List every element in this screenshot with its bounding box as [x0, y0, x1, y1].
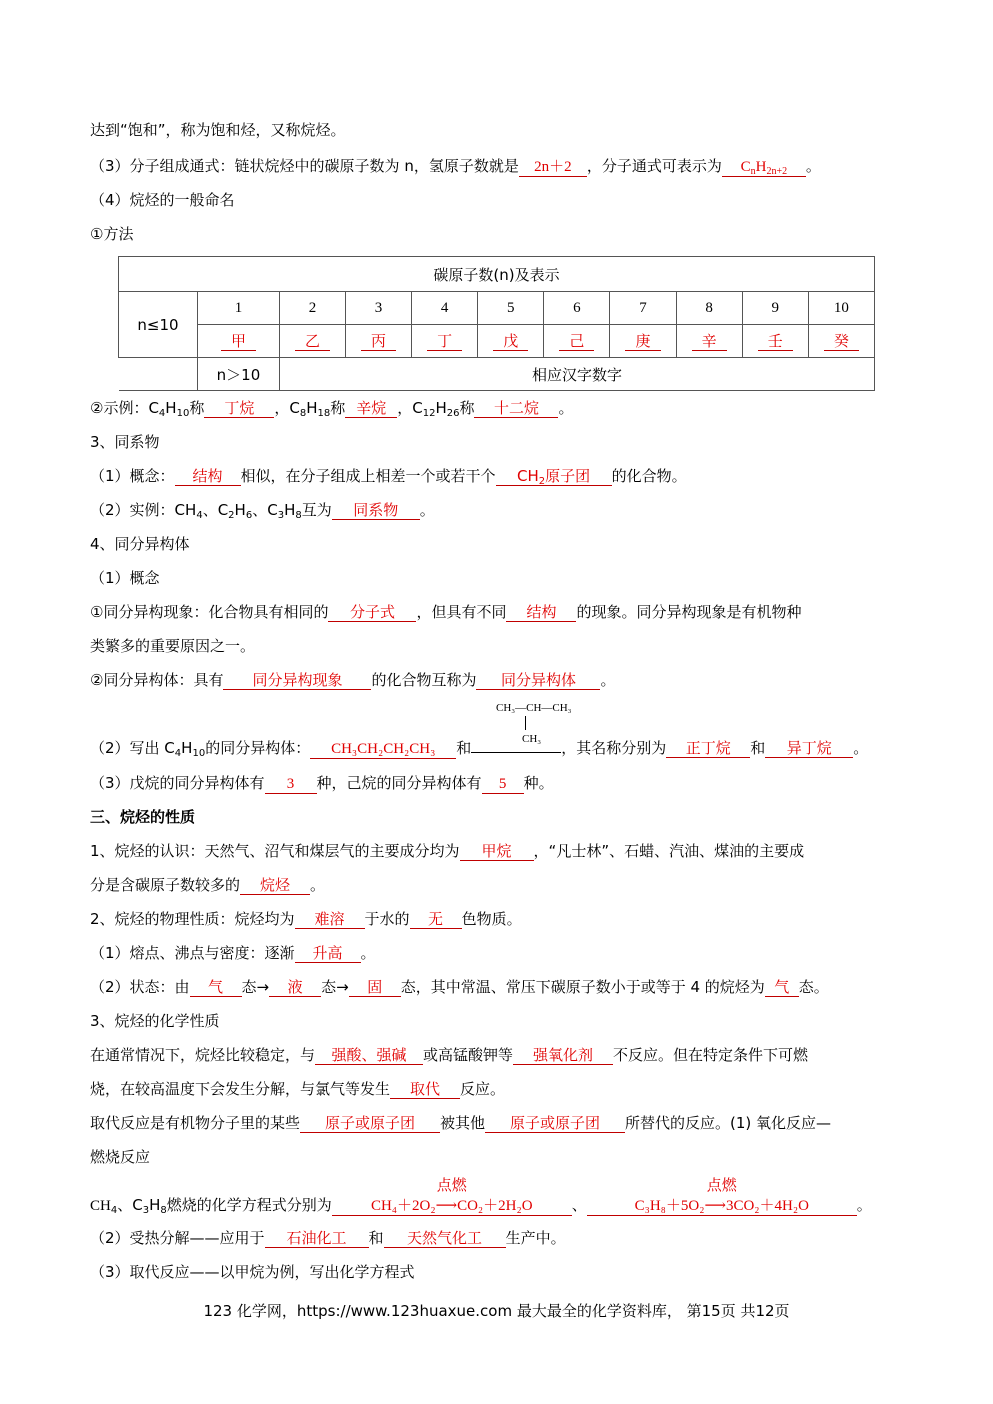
- answer-blank: 结构: [506, 603, 576, 622]
- answer-blank: 分子式: [328, 603, 416, 622]
- text-line: ②同分异构体：具有 同分异构现象 的化合物互称为 同分异构体 。: [90, 671, 616, 689]
- answer-blank: 取代: [390, 1080, 460, 1099]
- section-title: 三、烷烃的性质: [90, 808, 196, 826]
- isobutane-structure-bottom: CH₃: [522, 733, 542, 745]
- table-cell: 相应汉字数字: [279, 358, 874, 391]
- structure-blank: [471, 752, 561, 753]
- table-cell: 7: [610, 292, 676, 325]
- table-cell: 4: [412, 292, 478, 325]
- text-line: ①同分异构现象：化合物具有相同的 分子式 ，但具有不同 结构 的现象。同分异构现象是有机物种: [90, 603, 802, 621]
- isobutane-structure-top: CH₃—CH—CH₃: [496, 702, 572, 714]
- answer-blank: $C_nH_{2n+2}$: [722, 158, 806, 177]
- table-empty-cell: [119, 358, 198, 391]
- table-cell: 9: [742, 292, 808, 325]
- text-line: （3）分子组成通式：链状烷烃中的碳原子数为 n，氢原子数就是 2n＋2 ，分子通式可表示为 $C_nH_{2n+2}$ 。: [90, 157, 821, 177]
- answer-blank: $CH_2$原子团: [496, 467, 612, 486]
- table-cell: 5: [478, 292, 544, 325]
- text-line: （3）戊烷的同分异构体有 3 种，己烷的同分异构体有 5 种。: [90, 774, 554, 792]
- text-line: （1）概念: [90, 569, 160, 587]
- text-line: 2、烷烃的物理性质：烷烃均为 难溶 于水的 无 色物质。: [90, 910, 522, 928]
- section-heading: 3、同系物: [90, 433, 160, 451]
- answer-blank: 3: [265, 775, 317, 794]
- answer-blank: 原子或原子团: [485, 1114, 625, 1133]
- table-cell: 丙: [346, 325, 412, 358]
- table-cell: 1: [198, 292, 280, 325]
- answer-blank: 无: [410, 910, 462, 929]
- page-footer: 123 化学网，https://www.123huaxue.com 最大最全的化学资料库， 第15页 共12页: [203, 1302, 790, 1320]
- table-cell: 丁: [412, 325, 478, 358]
- table-cell: 壬: [742, 325, 808, 358]
- answer-blank: 强氧化剂: [513, 1046, 613, 1065]
- table-cell: 6: [544, 292, 610, 325]
- equation-blank: 点燃 CH₄＋2O₂⟶CO₂＋2H₂O: [332, 1197, 572, 1216]
- text-line: ①方法: [90, 225, 134, 243]
- answer-blank: 固: [349, 978, 401, 997]
- text-line: ②示例：$C_4H_{10}$称 丁烷 ，$C_8H_{18}$称 辛烷 ，$C_{12}H_{26}$称 十二烷 。: [90, 399, 574, 419]
- text-line: $CH_4$、$C_3H_8$燃烧的化学方程式分别为 点燃 CH₄＋2O₂⟶CO₂＋2H₂O 、 点燃 C₃H₈＋5O₂⟶3CO₂＋4H₂O 。: [90, 1178, 872, 1216]
- answer-blank: 甲烷: [460, 842, 534, 861]
- answer-blank: 辛烷: [345, 399, 397, 418]
- answer-blank: 气: [190, 978, 242, 997]
- section-heading: 4、同分异构体: [90, 535, 190, 553]
- text-line: （2）实例：$CH_4$、$C_2H_6$、$C_3H_8$互为 同系物 。: [90, 501, 435, 521]
- answer-blank: 烷烃: [240, 876, 310, 895]
- text-line: 分是含碳原子数较多的 烷烃 。: [90, 876, 326, 894]
- table-cell: 己: [544, 325, 610, 358]
- text-line: （2）受热分解——应用于 石油化工 和 天然气化工 生产中。: [90, 1229, 566, 1247]
- answer-blank: 5: [482, 775, 524, 794]
- table-row-label: n＞10: [198, 358, 280, 391]
- structure-bond: [525, 716, 526, 730]
- text-line: （2）状态：由 气 态→ 液 态→ 固 态，其中常温、常压下碳原子数小于或等于 4 的烷烃为 气 态。: [90, 978, 829, 996]
- table-row-label: n≤10: [119, 292, 198, 358]
- text-line: 取代反应是有机物分子里的某些 原子或原子团 被其他 原子或原子团 所替代的反应。(1) 氧化反应—: [90, 1114, 832, 1132]
- answer-blank: 丁烷: [204, 399, 274, 418]
- answer-blank: 原子或原子团: [300, 1114, 440, 1133]
- table-cell: 3: [346, 292, 412, 325]
- table-cell: 2: [279, 292, 345, 325]
- answer-blank: 同分异构体: [476, 671, 600, 690]
- answer-blank: 强酸、强碱: [315, 1046, 423, 1065]
- text-line: （1）熔点、沸点与密度：逐渐 升高 。: [90, 944, 376, 962]
- table-cell: 癸: [808, 325, 874, 358]
- table-cell: 戊: [478, 325, 544, 358]
- text-line: 在通常情况下，烷烃比较稳定，与 强酸、强碱 或高锰酸钾等 强氧化剂 不反应。但在特定条件下可燃: [90, 1046, 809, 1064]
- answer-blank: 同系物: [332, 501, 420, 520]
- answer-blank: 石油化工: [265, 1229, 369, 1248]
- answer-blank: CH₃CH₂CH₂CH₃: [310, 740, 456, 759]
- equation-blank: 点燃 C₃H₈＋5O₂⟶3CO₂＋4H₂O: [587, 1197, 857, 1216]
- text-line: 燃烧反应: [90, 1148, 151, 1166]
- text-line: （1）概念： 结构 相似，在分子组成上相差一个或若干个 $CH_2$原子团 的化合物。: [90, 467, 687, 487]
- answer-blank: 正丁烷: [666, 739, 750, 758]
- condition-label: 点燃: [706, 1178, 737, 1194]
- table-cell: 乙: [279, 325, 345, 358]
- table-cell: 辛: [676, 325, 742, 358]
- text-line: （4）烷烃的一般命名: [90, 191, 235, 209]
- text-line: 类繁多的重要原因之一。: [90, 637, 256, 655]
- section-heading: 3、烷烃的化学性质: [90, 1012, 220, 1030]
- text-line: 达到“饱和”，称为饱和烃，又称烷烃。: [90, 121, 346, 139]
- table-cell: 甲: [198, 325, 280, 358]
- text-line: 1、烷烃的认识：天然气、沼气和煤层气的主要成分均为 甲烷 ，“凡士林”、石蜡、汽油、煤油的主要成: [90, 842, 805, 860]
- condition-label: 点燃: [436, 1178, 467, 1194]
- answer-blank: 结构: [175, 467, 241, 486]
- text-line: 烧，在较高温度下会发生分解，与氯气等发生 取代 反应。: [90, 1080, 506, 1098]
- answer-blank: 同分异构现象: [223, 671, 371, 690]
- table-cell: 10: [808, 292, 874, 325]
- answer-blank: 十二烷: [474, 399, 558, 418]
- answer-blank: 天然气化工: [384, 1229, 506, 1248]
- text-line: （2）写出 $C_4H_{10}$的同分异构体： CH₃CH₂CH₂CH₃ 和 ，其名称分别为 正丁烷 和 异丁烷 。: [90, 739, 869, 759]
- answer-blank: 升高: [295, 944, 361, 963]
- table-header: 碳原子数(n)及表示: [119, 257, 875, 292]
- table-cell: 8: [676, 292, 742, 325]
- table-cell: 庚: [610, 325, 676, 358]
- answer-blank: 2n＋2: [519, 158, 587, 177]
- answer-blank: 气: [765, 978, 799, 997]
- answer-blank: 液: [269, 978, 321, 997]
- carbon-naming-table: [118, 256, 875, 391]
- text-line: （3）取代反应——以甲烷为例，写出化学方程式: [90, 1263, 415, 1281]
- answer-blank: 异丁烷: [765, 739, 853, 758]
- answer-blank: 难溶: [295, 910, 365, 929]
